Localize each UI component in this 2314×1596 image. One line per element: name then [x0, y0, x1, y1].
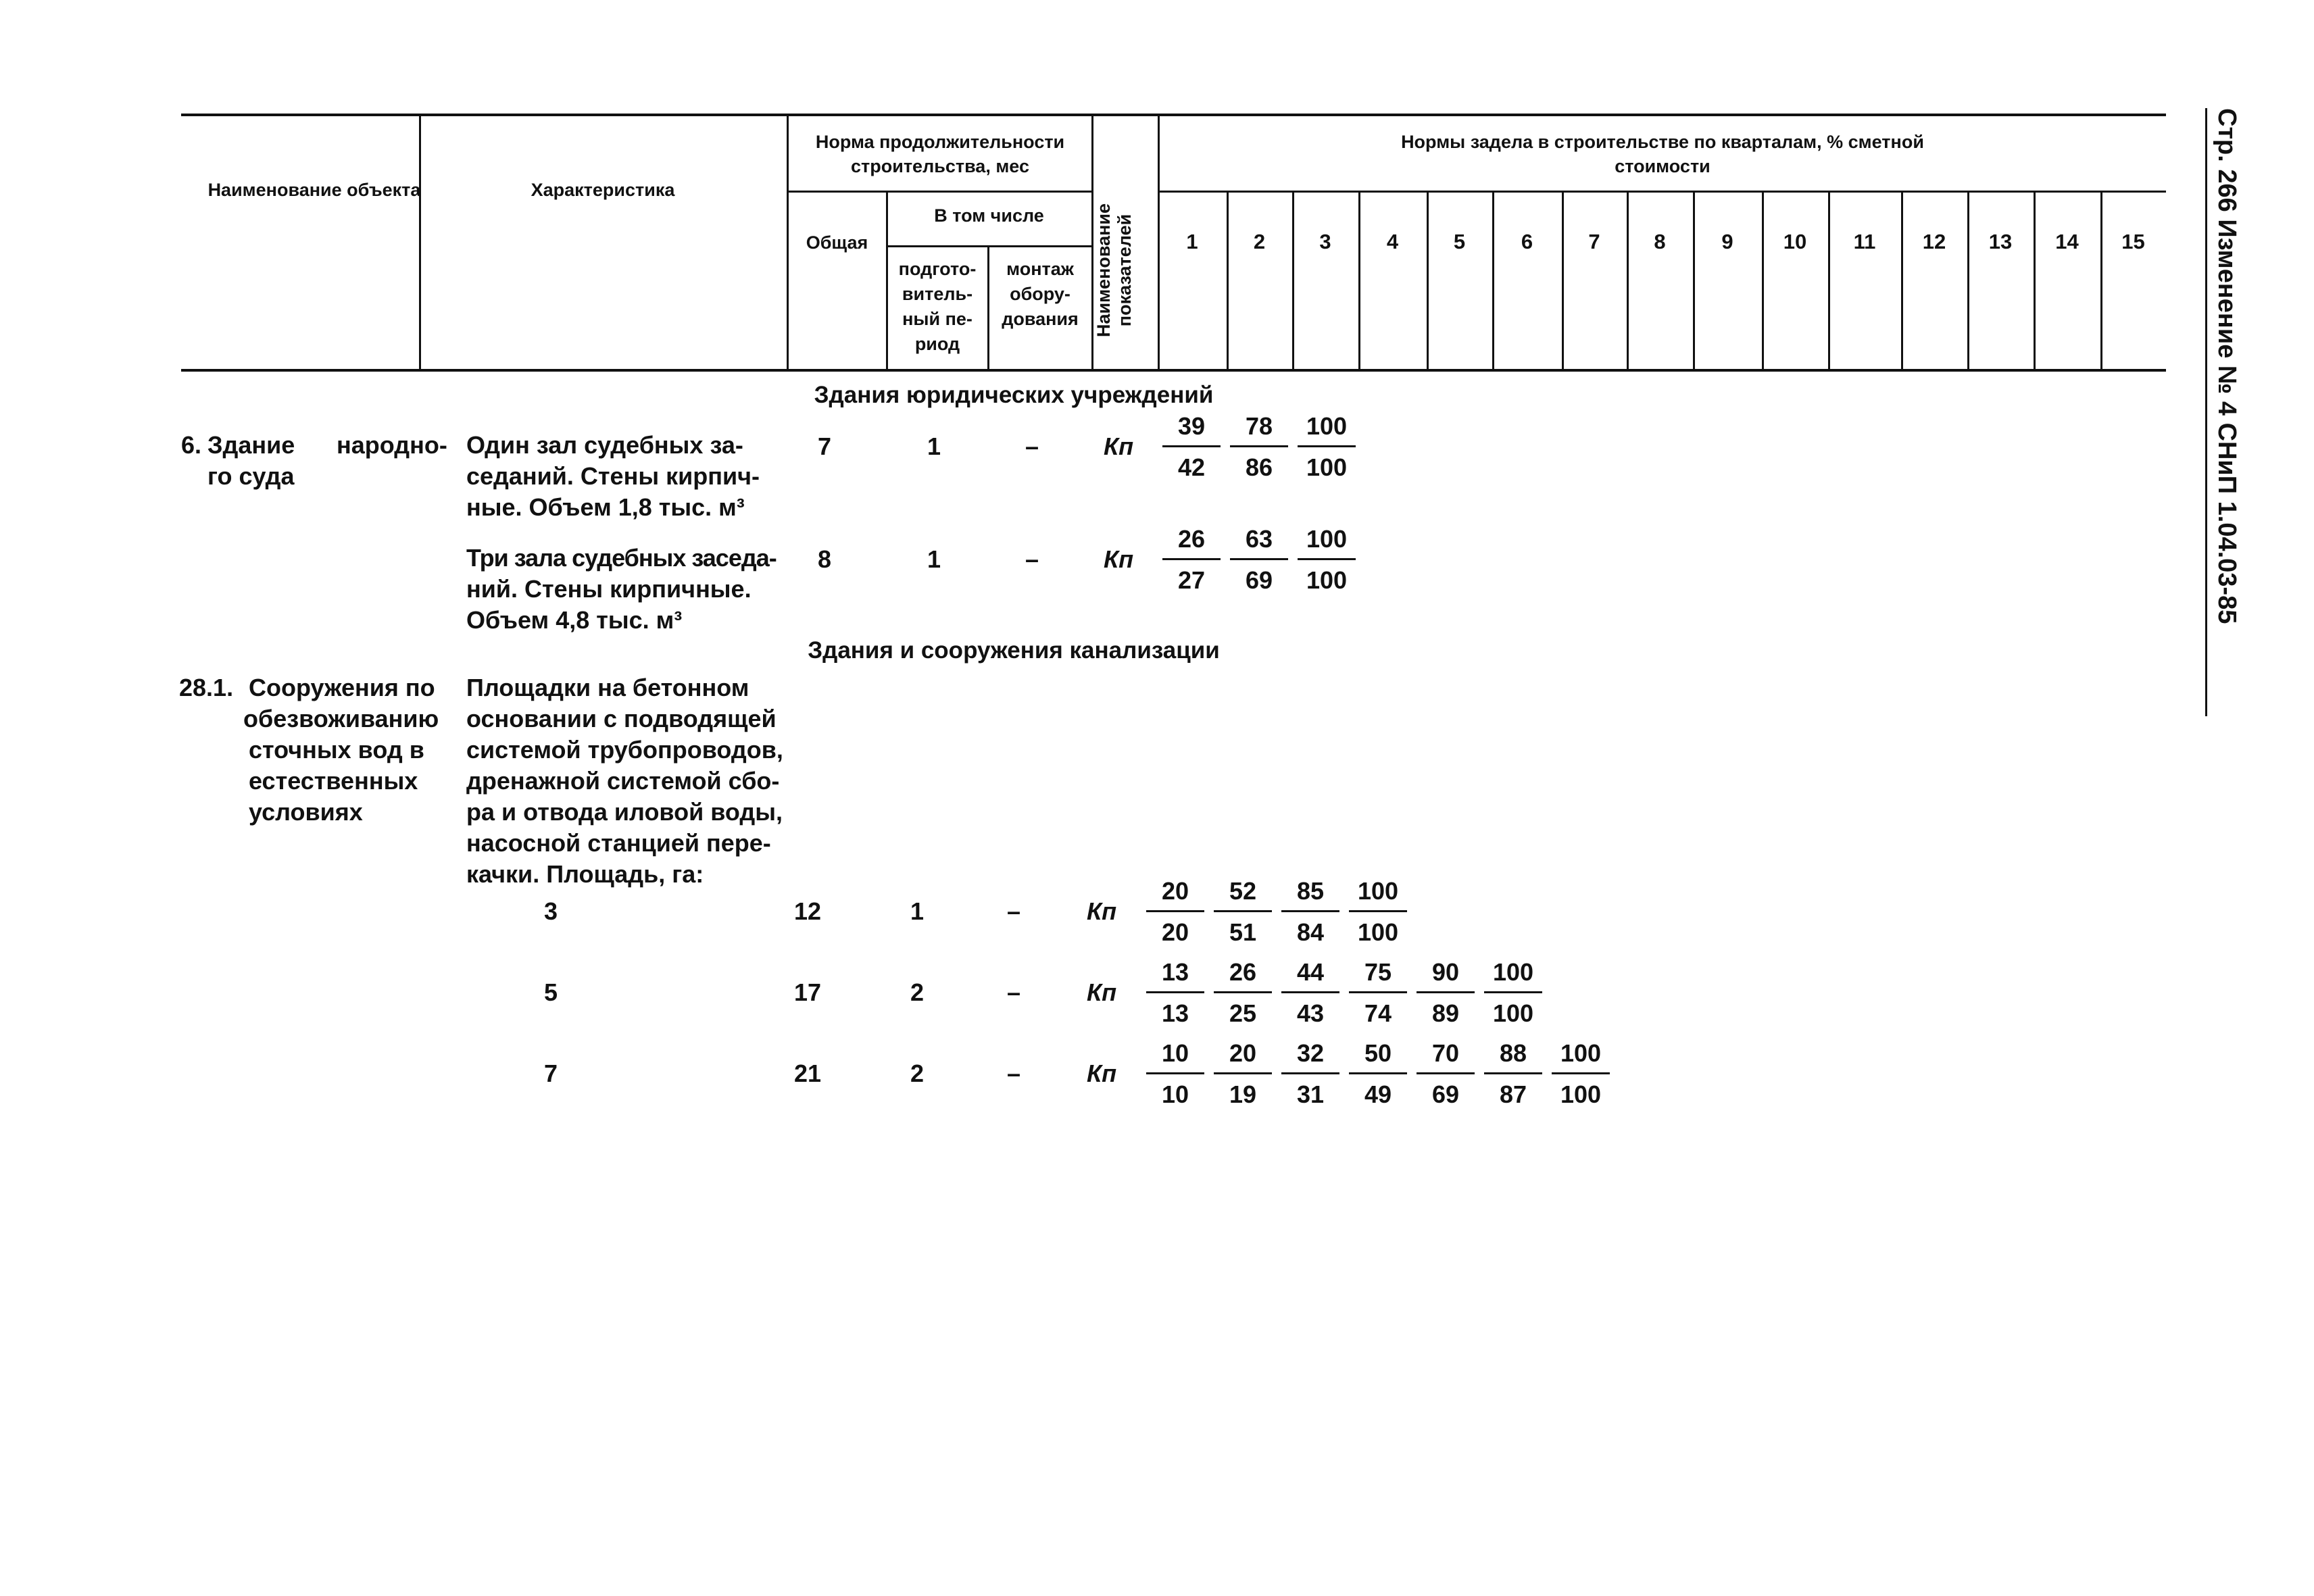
object-name-line: народно- [337, 431, 447, 459]
fraction-denominator: 100 [1357, 918, 1399, 946]
col-prep-header: подгото- витель- ный пе- риод [898, 259, 977, 354]
fraction-denominator: 100 [1560, 1080, 1602, 1108]
col-indic-header: Наименование показателей [1093, 203, 1135, 338]
fraction-numerator: 75 [1364, 958, 1392, 986]
section-heading: Здания юридических учреждений [814, 382, 1214, 408]
fraction-bar [1146, 991, 1204, 993]
fraction-bar [1484, 1072, 1542, 1074]
total-duration: 17 [794, 978, 822, 1006]
fraction-bar [1162, 445, 1221, 447]
prep-period: 1 [910, 897, 925, 925]
quarter-number: 12 [1922, 230, 1946, 253]
mount-period: – [1007, 1059, 1021, 1087]
mount-period: – [1025, 545, 1039, 573]
fraction-denominator: 89 [1431, 999, 1460, 1027]
col-total-header: Общая [806, 232, 868, 253]
fraction-cell [1298, 414, 1356, 480]
prep-period: 1 [927, 432, 941, 460]
fraction-bar [1146, 1072, 1204, 1074]
fraction-denominator: 86 [1245, 453, 1273, 481]
prep-period: 2 [910, 978, 925, 1006]
total-duration: 7 [818, 432, 832, 460]
fraction-bar [1162, 558, 1221, 560]
characteristic-line: Один зал судебных за- [466, 431, 743, 459]
fraction-bar [1214, 991, 1272, 993]
fraction-numerator: 20 [1229, 1039, 1257, 1067]
fraction-bar [1146, 910, 1204, 912]
quarter-number: 2 [1253, 230, 1266, 253]
characteristic-line: ний. Стены кирпичные. [466, 575, 752, 603]
mount-period: – [1007, 978, 1021, 1006]
side-caption: Стр. 266 Изменение № 4 СНиП 1.04.03-85 [2205, 108, 2240, 716]
fraction-bar [1281, 1072, 1339, 1074]
characteristic-line: системой трубопроводов, [466, 736, 783, 764]
fraction-numerator: 20 [1161, 877, 1189, 905]
object-name-line: естественных [249, 767, 418, 795]
quarter-divider [1358, 191, 1360, 369]
fraction-denominator: 100 [1492, 999, 1534, 1027]
fraction-numerator: 100 [1492, 958, 1534, 986]
fraction-denominator: 51 [1229, 918, 1257, 946]
fraction-cell [1484, 1041, 1542, 1107]
fraction-bar [1349, 1072, 1407, 1074]
total-duration: 8 [818, 545, 832, 573]
fraction-bar [1298, 445, 1356, 447]
fraction-numerator: 78 [1245, 412, 1273, 440]
fraction-denominator: 20 [1161, 918, 1189, 946]
indicator: Кп [1104, 432, 1134, 460]
fraction-denominator: 19 [1229, 1080, 1257, 1108]
indicator: Кп [1087, 1059, 1117, 1087]
fraction-denominator: 69 [1431, 1080, 1460, 1108]
quarter-divider [2100, 191, 2102, 369]
fraction-cell [1298, 527, 1356, 593]
fraction-numerator: 100 [1560, 1039, 1602, 1067]
fraction-cell [1281, 960, 1339, 1026]
area-value: 5 [544, 978, 558, 1006]
col-char-header: Характеристика [531, 180, 675, 200]
fraction-cell [1417, 1041, 1475, 1107]
prep-period: 1 [927, 545, 941, 573]
characteristic-line: дренажной системой сбо- [466, 767, 780, 795]
characteristic-line: Объем 4,8 тыс. м³ [466, 606, 683, 634]
fraction-numerator: 10 [1161, 1039, 1189, 1067]
fraction-numerator: 32 [1296, 1039, 1325, 1067]
col-incl-header: В том числе [934, 205, 1044, 226]
quarter-number: 4 [1386, 230, 1399, 253]
quarter-divider [1627, 191, 1629, 369]
divider [419, 114, 421, 369]
fraction-numerator: 100 [1306, 412, 1348, 440]
indicator: Кп [1087, 978, 1117, 1006]
fraction-denominator: 49 [1364, 1080, 1392, 1108]
col-norm-header: Норма продолжительности строительства, мес [815, 132, 1065, 177]
quarter-divider [2034, 191, 2036, 369]
fraction-cell [1162, 527, 1221, 593]
fraction-numerator: 100 [1306, 525, 1348, 553]
quarter-divider [1427, 191, 1429, 369]
fraction-bar [1417, 1072, 1475, 1074]
fraction-denominator: 84 [1296, 918, 1325, 946]
divider [787, 191, 1092, 193]
fraction-numerator: 39 [1177, 412, 1206, 440]
fraction-denominator: 43 [1296, 999, 1325, 1027]
fraction-bar [1349, 910, 1407, 912]
col-name-header: Наименование объекта [207, 180, 421, 200]
indicator: Кп [1104, 545, 1134, 573]
fraction-numerator: 63 [1245, 525, 1273, 553]
fraction-cell [1230, 414, 1288, 480]
quarter-number: 8 [1654, 230, 1666, 253]
fraction-bar [1417, 991, 1475, 993]
characteristic-line: основании с подводящей [466, 705, 777, 732]
quarter-divider [1901, 191, 1903, 369]
object-name-line: Здание [207, 431, 295, 459]
fraction-denominator: 100 [1306, 566, 1348, 594]
fraction-numerator: 88 [1499, 1039, 1527, 1067]
fraction-numerator: 26 [1177, 525, 1206, 553]
fraction-denominator: 74 [1364, 999, 1392, 1027]
fraction-cell [1552, 1041, 1610, 1107]
fraction-cell [1281, 1041, 1339, 1107]
fraction-cell [1349, 960, 1407, 1026]
object-number: 28.1. [179, 674, 234, 701]
fraction-numerator: 44 [1296, 958, 1325, 986]
characteristic-line: Площадки на бетонном [466, 674, 749, 701]
characteristic-line: седаний. Стены кирпич- [466, 462, 760, 490]
quarter-divider [1762, 191, 1764, 369]
fraction-cell [1484, 960, 1542, 1026]
quarter-divider [1492, 191, 1494, 369]
header-top-rule [181, 114, 2166, 116]
fraction-bar [1298, 558, 1356, 560]
characteristic-line: ные. Объем 1,8 тыс. м³ [466, 493, 745, 521]
object-name-line: сточных вод в [249, 736, 424, 764]
fraction-denominator: 13 [1161, 999, 1189, 1027]
fraction-denominator: 87 [1499, 1080, 1527, 1108]
fraction-numerator: 70 [1431, 1039, 1460, 1067]
characteristic-line: ра и отвода иловой воды, [466, 798, 783, 826]
total-duration: 12 [794, 897, 822, 925]
quarter-number: 11 [1853, 230, 1876, 253]
quarter-divider [1562, 191, 1564, 369]
col-quarters-header: Нормы задела в строительстве по кварталам, % сметной стоимости [1401, 132, 1924, 177]
quarter-number: 5 [1453, 230, 1466, 253]
fraction-cell [1349, 879, 1407, 945]
fraction-cell [1214, 1041, 1272, 1107]
fraction-bar [1230, 445, 1288, 447]
fraction-denominator: 69 [1245, 566, 1273, 594]
fraction-numerator: 100 [1357, 877, 1399, 905]
fraction-bar [1281, 910, 1339, 912]
characteristic-line: Три зала судебных заседа- [466, 544, 777, 572]
object-name-line: го суда [207, 462, 295, 490]
fraction-denominator: 31 [1296, 1080, 1325, 1108]
quarter-divider [1967, 191, 1969, 369]
quarter-number: 10 [1783, 230, 1807, 253]
fraction-cell [1214, 879, 1272, 945]
fraction-bar [1214, 1072, 1272, 1074]
fraction-numerator: 90 [1431, 958, 1460, 986]
quarter-number: 13 [1988, 230, 2013, 253]
fraction-numerator: 13 [1161, 958, 1189, 986]
object-name-line: Сооружения по [249, 674, 435, 701]
quarter-divider [1227, 191, 1229, 369]
object-name-line: условиях [249, 798, 363, 826]
indicator: Кп [1087, 897, 1117, 925]
fraction-cell [1162, 414, 1221, 480]
mount-period: – [1025, 432, 1039, 460]
fraction-numerator: 50 [1364, 1039, 1392, 1067]
fraction-cell [1281, 879, 1339, 945]
fraction-bar [1484, 991, 1542, 993]
quarter-number: 7 [1588, 230, 1600, 253]
fraction-bar [1281, 991, 1339, 993]
fraction-cell [1146, 960, 1204, 1026]
divider [987, 245, 989, 369]
mount-period: – [1007, 897, 1021, 925]
fraction-cell [1417, 960, 1475, 1026]
section-heading: Здания и сооружения канализации [808, 637, 1220, 664]
fraction-denominator: 42 [1177, 453, 1206, 481]
fraction-numerator: 26 [1229, 958, 1257, 986]
object-number: 6. [181, 431, 202, 459]
quarter-number: 1 [1186, 230, 1198, 253]
fraction-cell [1146, 1041, 1204, 1107]
quarter-number: 3 [1319, 230, 1331, 253]
area-value: 7 [544, 1059, 558, 1087]
object-name-line: обезвоживанию [243, 705, 439, 732]
fraction-bar [1214, 910, 1272, 912]
fraction-denominator: 100 [1306, 453, 1348, 481]
fraction-bar [1230, 558, 1288, 560]
quarter-number: 15 [2121, 230, 2145, 253]
characteristic-line: качки. Площадь, га: [466, 860, 704, 888]
quarter-divider [1828, 191, 1830, 369]
fraction-denominator: 27 [1177, 566, 1206, 594]
fraction-cell [1146, 879, 1204, 945]
quarter-divider [1693, 191, 1695, 369]
quarter-number: 6 [1521, 230, 1533, 253]
divider [886, 245, 1092, 247]
total-duration: 21 [794, 1059, 822, 1087]
fraction-bar [1552, 1072, 1610, 1074]
characteristic-line: насосной станцией пере- [466, 829, 771, 857]
quarter-divider [1292, 191, 1294, 369]
fraction-cell [1349, 1041, 1407, 1107]
area-value: 3 [544, 897, 558, 925]
col-mount-header: монтаж обору- дования [1002, 259, 1079, 329]
fraction-numerator: 52 [1229, 877, 1257, 905]
fraction-cell [1230, 527, 1288, 593]
fraction-bar [1349, 991, 1407, 993]
header-bottom-rule [181, 369, 2166, 372]
quarter-number: 14 [2055, 230, 2079, 253]
fraction-cell [1214, 960, 1272, 1026]
fraction-numerator: 85 [1296, 877, 1325, 905]
fraction-denominator: 25 [1229, 999, 1257, 1027]
prep-period: 2 [910, 1059, 925, 1087]
quarter-number: 9 [1721, 230, 1733, 253]
fraction-denominator: 10 [1161, 1080, 1189, 1108]
divider [1158, 191, 2166, 193]
